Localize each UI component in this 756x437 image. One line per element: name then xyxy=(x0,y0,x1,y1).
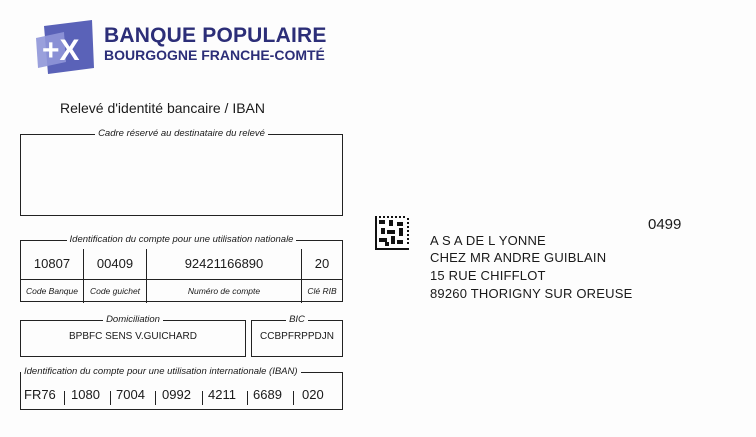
bank-region: BOURGOGNE FRANCHE-COMTÉ xyxy=(104,47,325,63)
account-number-label: Numéro de compte xyxy=(147,279,302,303)
address-line: CHEZ MR ANDRE GUIBLAIN xyxy=(430,250,607,265)
sorting-code: 0499 xyxy=(648,216,682,233)
iban-separator xyxy=(155,391,156,405)
bank-logo xyxy=(34,18,96,76)
domiciliation-legend: Domiciliation xyxy=(103,314,163,325)
iban-box xyxy=(20,366,343,410)
recipient-frame-legend: Cadre réservé au destinataire du relevé xyxy=(95,128,268,139)
iban-separator xyxy=(247,391,248,405)
branch-code-label: Code guichet xyxy=(84,279,147,303)
account-number-value: 92421166890 xyxy=(147,249,302,279)
bank-code-label: Code Banque xyxy=(21,279,84,303)
domiciliation-value: BPBFC SENS V.GUICHARD xyxy=(69,331,197,342)
iban-separator xyxy=(110,391,111,405)
iban-segment: 020 xyxy=(302,387,324,402)
bic-value: CCBPFRPPDJN xyxy=(260,331,334,342)
bic-box xyxy=(251,314,343,357)
iban-segment: 0992 xyxy=(162,387,191,402)
address-line: 15 RUE CHIFFLOT xyxy=(430,268,546,283)
bank-name: BANQUE POPULAIRE xyxy=(104,24,327,47)
iban-separator xyxy=(293,391,294,405)
logo-text: +X xyxy=(42,34,80,67)
iban-separator xyxy=(64,391,65,405)
iban-segment: 7004 xyxy=(116,387,145,402)
national-identification-table xyxy=(20,234,343,302)
rib-key-label: Clé RIB xyxy=(302,279,342,303)
rib-key-value: 20 xyxy=(314,256,330,271)
document-title: Relevé d'identité bancaire / IBAN xyxy=(60,100,266,116)
iban-segment: 1080 xyxy=(71,387,100,402)
bank-code-value: 10807 xyxy=(21,249,84,279)
recipient-frame xyxy=(20,128,343,216)
datamatrix-code-icon xyxy=(375,216,409,250)
iban-number xyxy=(21,385,342,405)
iban-segment: 4211 xyxy=(208,387,236,402)
iban-separator xyxy=(202,391,203,405)
address-line: A S A DE L YONNE xyxy=(430,233,546,248)
iban-segment: 6689 xyxy=(253,387,282,402)
iban-segment: FR76 xyxy=(24,387,56,402)
domiciliation-box xyxy=(20,314,246,357)
branch-code-value: 00409 xyxy=(84,249,147,279)
iban-legend: Identification du compte pour une utilisation internationale (IBAN) xyxy=(21,366,301,377)
address-line: 89260 THORIGNY SUR OREUSE xyxy=(430,286,633,301)
national-legend: Identification du compte pour une utilisation nationale xyxy=(67,234,297,245)
bic-legend: BIC xyxy=(286,314,308,325)
